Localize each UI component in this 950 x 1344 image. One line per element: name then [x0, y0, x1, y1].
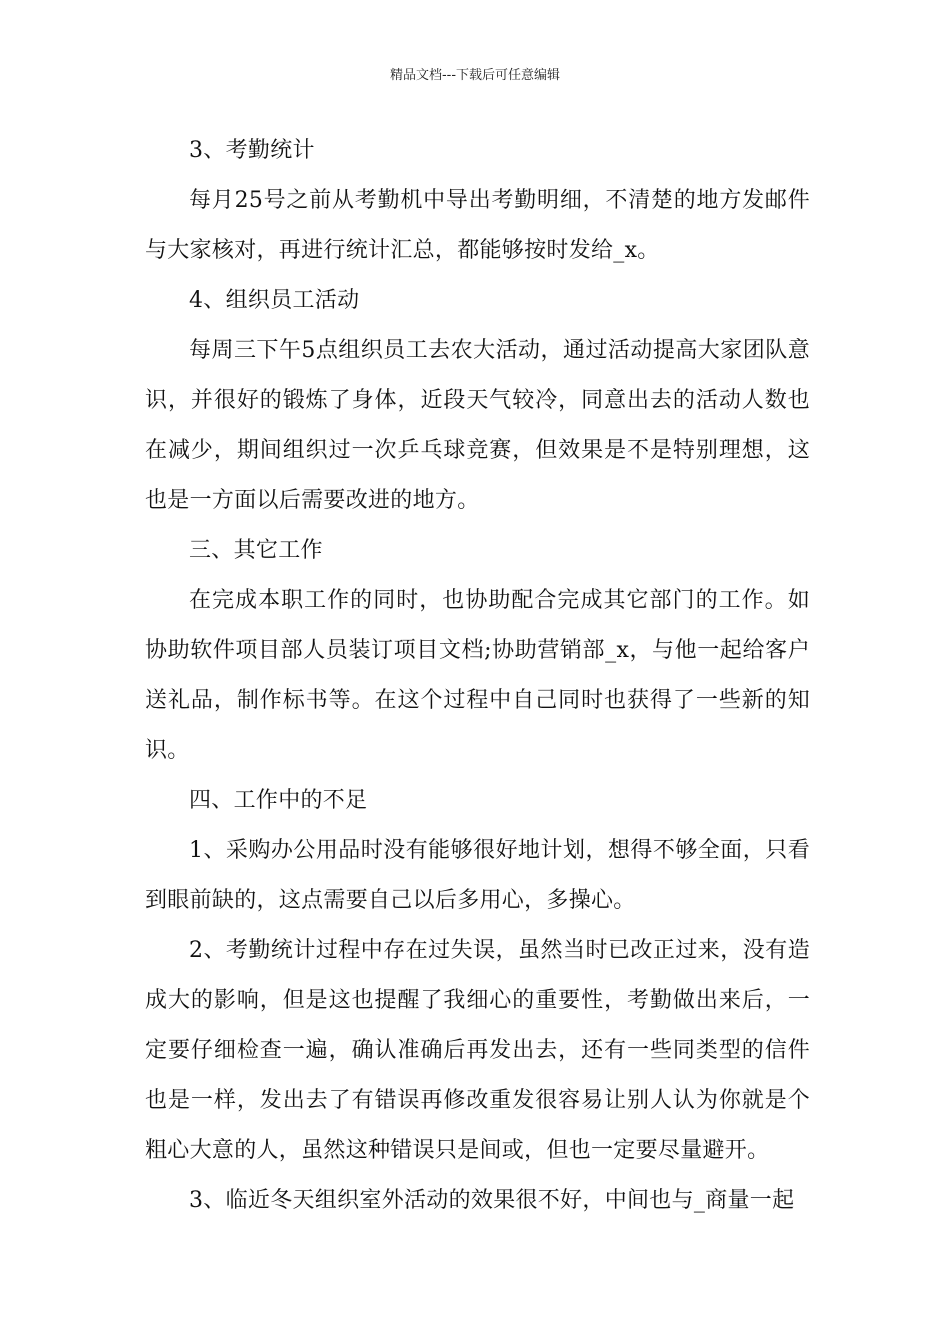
paragraph-shortcoming-3: 3、临近冬天组织室外活动的效果很不好，中间也与_商量一起: [189, 1188, 795, 1213]
section-heading-other-work: 三、其它工作: [189, 538, 323, 563]
page-header: 精品文档---下载后可任意编辑: [389, 68, 561, 83]
section-heading-shortcomings: 四、工作中的不足: [189, 788, 368, 813]
paragraph-activities: 每周三下午5点组织员工去农大活动，通过活动提高大家团队意识，并很好的锻炼了身体，近段天气较冷，同意出去的活动人数也在减少，期间组织过一次乒乓球竞赛，但效果是不是特别理想，这也是一方面以后需要改进的地方。: [145, 338, 810, 513]
paragraph-shortcoming-2: 2、考勤统计过程中存在过失误，虽然当时已改正过来，没有造成大的影响，但是这也提醒了我细心的重要性，考勤做出来后，一定要仔细检查一遍，确认准确后再发出去，还有一些同类型的信件也是一样，发出去了有错误再修改重发很容易让别人认为你就是个粗心大意的人，虽然这种错误只是间或，但也一定要尽量避开。: [145, 938, 810, 1163]
document-body: [145, 126, 810, 1226]
paragraph-shortcoming-1: 1、采购办公用品时没有能够很好地计划，想得不够全面，只看到眼前缺的，这点需要自己以后多用心，多操心。: [145, 838, 810, 913]
paragraph-attendance: 每月25号之前从考勤机中导出考勤明细，不清楚的地方发邮件与大家核对，再进行统计汇总，都能够按时发给_x。: [145, 188, 810, 263]
section-heading-activities: 4、组织员工活动: [189, 288, 360, 313]
section-heading-attendance: 3、考勤统计: [189, 138, 315, 163]
paragraph-other-work: 在完成本职工作的同时，也协助配合完成其它部门的工作。如协助软件项目部人员装订项目文档;协助营销部_x，与他一起给客户送礼品，制作标书等。在这个过程中自己同时也获得了一些新的知识。: [145, 588, 810, 763]
